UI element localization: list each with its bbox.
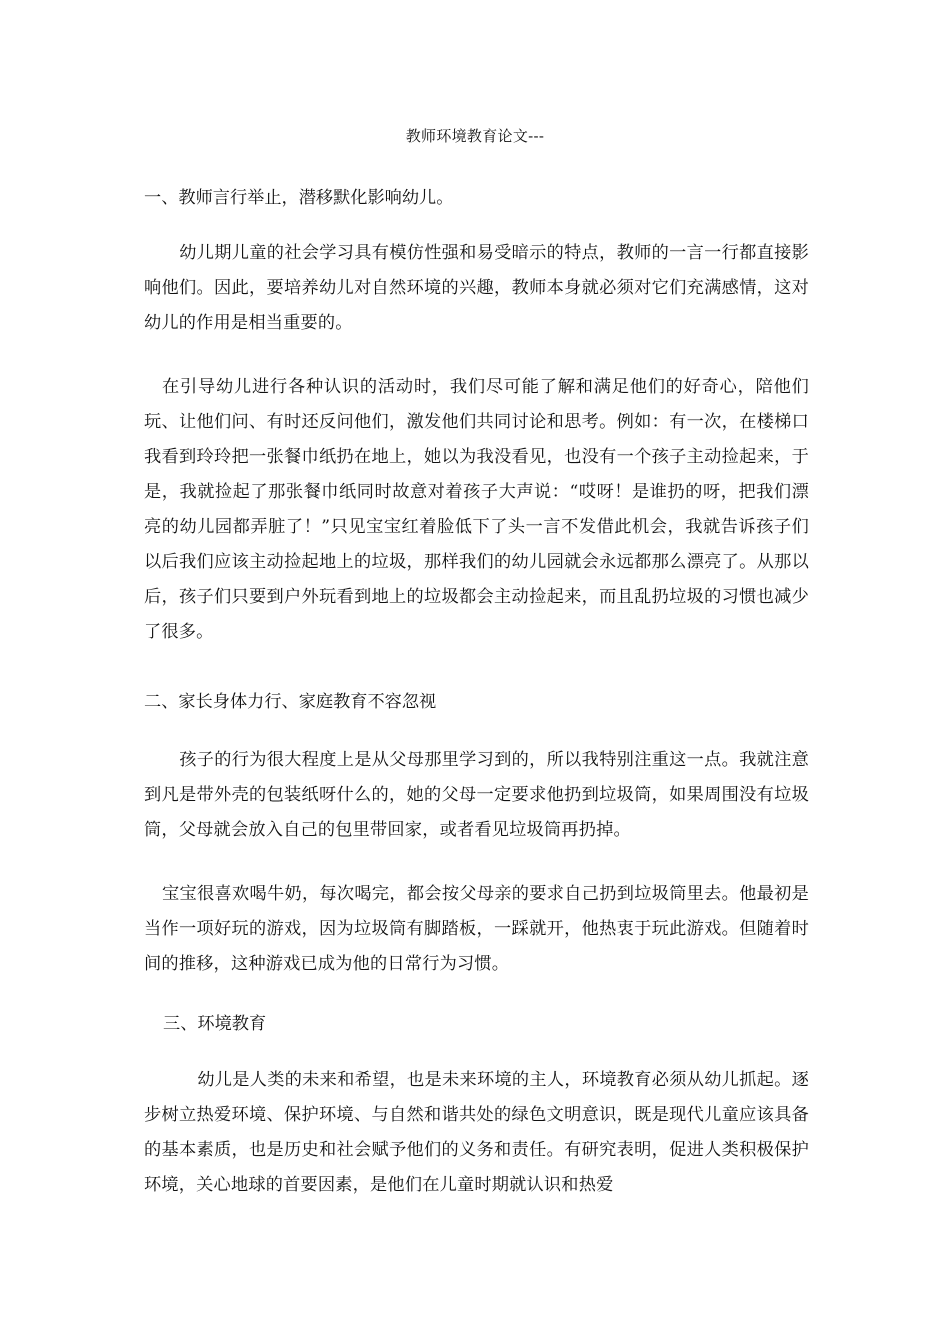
paragraph-2-2: 宝宝很喜欢喝牛奶，每次喝完，都会按父母亲的要求自己扔到垃圾筒里去。他最初是当作一项好玩的游戏，因为垃圾筒有脚踏板，一踩就开，他热衷于玩此游戏。但随着时间的推移，这种游戏已成为他的日常行为习惯。: [144, 884, 809, 974]
paragraph-3-1: 幼儿是人类的未来和希望，也是未来环境的主人，环境教育必须从幼儿抓起。逐步树立热爱环境、保护环境、与自然和谐共处的绿色文明意识，既是现代儿童应该具备的基本素质，也是历史和社会赋予他们的义务和责任。有研究表明，促进人类积极保护环境，关心地球的首要因素，是他们在儿童时期就认识和热爱: [144, 1070, 809, 1195]
paragraph-1-2: 在引导幼儿进行各种认识的活动时，我们尽可能了解和满足他们的好奇心，陪他们玩、让他们问、有时还反问他们，激发他们共同讨论和思考。例如：有一次，在楼梯口我看到玲玲把一张餐巾纸扔在地上，她以为我没看见，也没有一个孩子主动捡起来，于是，我就捡起了那张餐巾纸同时故意对着孩子大声说：“哎呀！是谁扔的呀，把我们漂亮的幼儿园都弄脏了！”只见宝宝红着脸低下了头一言不发借此机会，我就告诉孩子们以后我们应该主动捡起地上的垃圾，那样我们的幼儿园就会永远都那么漂亮了。从那以后，孩子们只要到户外玩看到地上的垃圾都会主动捡起来，而且乱扔垃圾的习惯也减少了很多。: [144, 377, 809, 642]
paragraph-1-1: 幼儿期儿童的社会学习具有模仿性强和易受暗示的特点，教师的一言一行都直接影响他们。因此，要培养幼儿对自然环境的兴趣，教师本身就必须对它们充满感情，这对幼儿的作用是相当重要的。: [144, 243, 809, 333]
section-heading-3: 三、环境教育: [163, 1014, 267, 1034]
document-title: 教师环境教育论文---: [405, 127, 545, 145]
paragraph-2-1: 孩子的行为很大程度上是从父母那里学习到的，所以我特别注重这一点。我就注意到凡是带外壳的包装纸呀什么的，她的父母一定要求他扔到垃圾筒，如果周围没有垃圾筒，父母就会放入自己的包里带回家，或者看见垃圾筒再扔掉。: [144, 750, 809, 840]
section-heading-2: 二、家长身体力行、家庭教育不容忽视: [144, 692, 437, 712]
section-heading-1: 一、教师言行举止，潜移默化影响幼儿。: [144, 188, 454, 208]
